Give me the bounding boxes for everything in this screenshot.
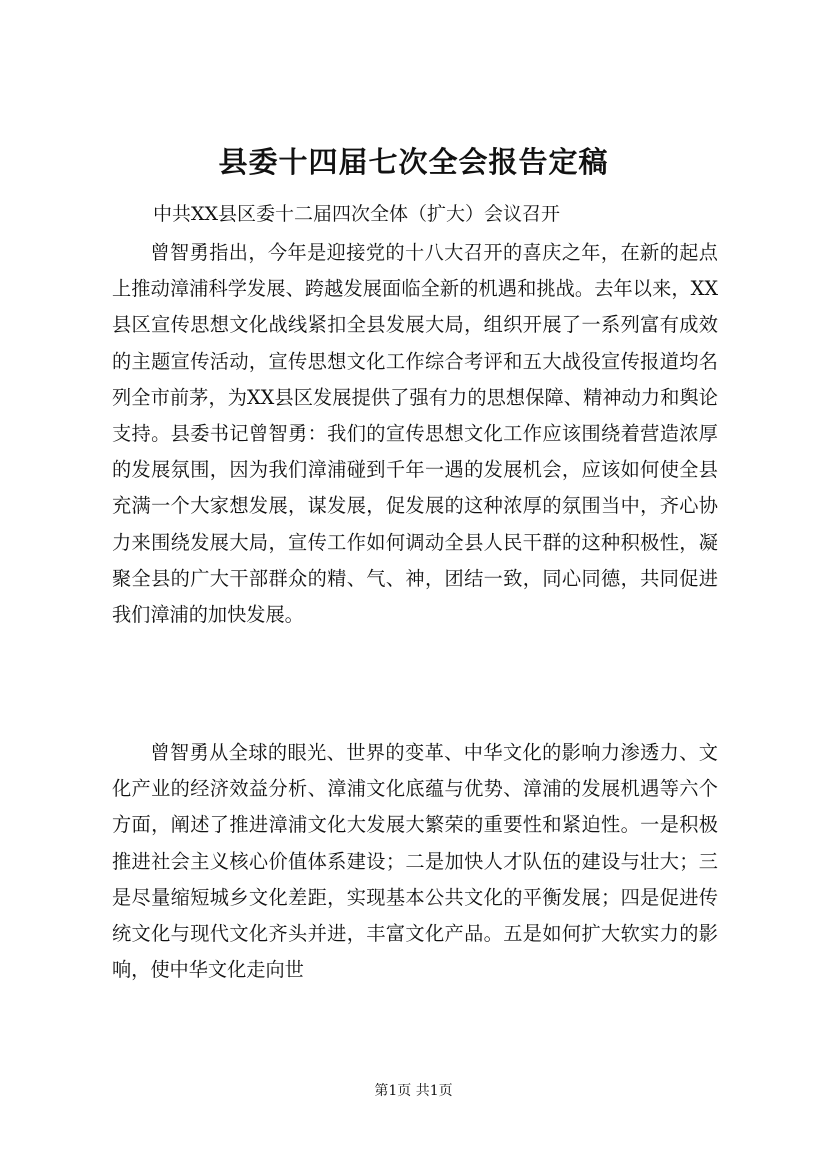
body-paragraph-2: 曾智勇从全球的眼光、世界的变革、中华文化的影响力渗透力、文化产业的经济效益分析、漳浦文化底蕴与优势、漳浦的发展机遇等六个方面，阐述了推进漳浦文化大发展大繁荣的重要性和紧迫性。一是积极推进社会主义核心价值体系建设；二是加快人才队伍的建设与壮大；三是尽量缩短城乡文化差距，实现基本公共文化的平衡发展；四是促进传统文化与现代文化齐头并进，丰富文化产品。五是如何扩大软实力的影响，使中华文化走向世: [112, 741, 718, 982]
body-paragraph-1: 曾智勇指出，今年是迎接党的十八大召开的喜庆之年，在新的起点上推动漳浦科学发展、跨越发展面临全新的机遇和挑战。去年以来，XX县区宣传思想文化战线紧扣全县发展大局，组织开展了一系列富有成效的主题宣传活动，宣传思想文化工作综合考评和五大战役宣传报道均名列全市前茅，为XX县区发展提供了强有力的思想保障、精神动力和舆论支持。县委书记曾智勇：我们的宣传思想文化工作应该围绕着营造浓厚的发展氛围，因为我们漳浦碰到千年一遇的发展机会，应该如何使全县充满一个大家想发展，谋发展，促发展的这种浓厚的氛围当中，齐心协力来围绕发展大局，宣传工作如何调动全县人民干群的这种积极性，凝聚全县的广大干部群众的精、气、神，团结一致，同心同德，共同促进我们漳浦的加快发展。: [112, 241, 718, 627]
document-subtitle: 中共XX县区委十二届四次全体（扩大）会议召开: [153, 203, 561, 225]
document-title: 县委十四届七次全会报告定稿: [218, 145, 609, 179]
page-footer: 第1页 共1页: [374, 1083, 453, 1099]
